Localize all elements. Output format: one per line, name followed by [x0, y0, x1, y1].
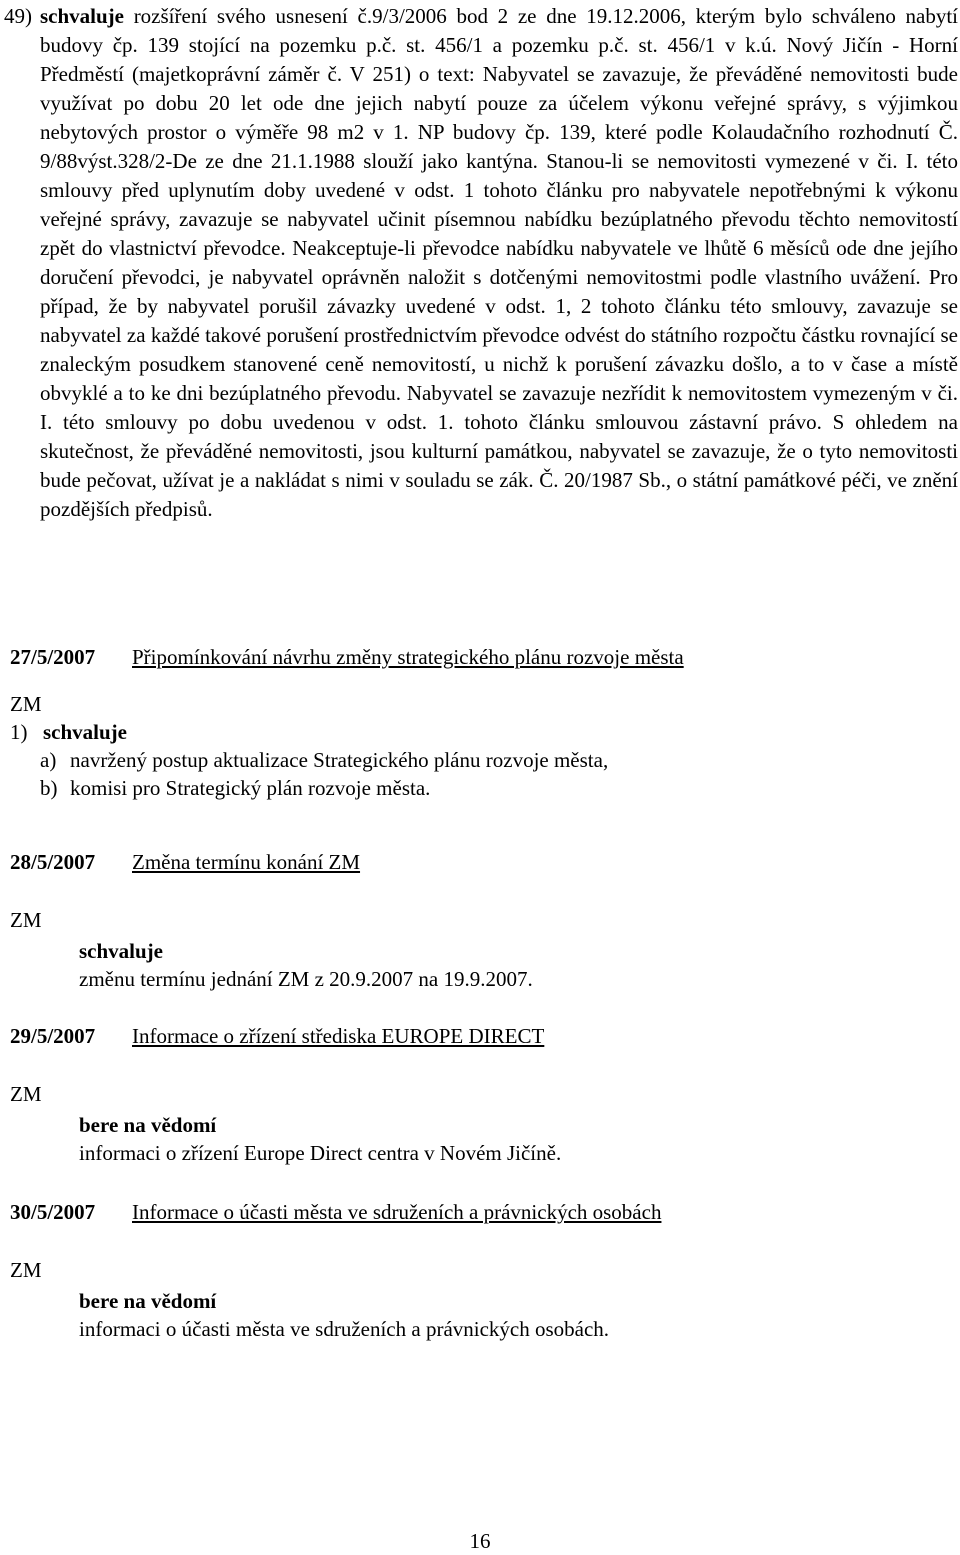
council-label: ZM [10, 692, 42, 716]
resolution-heading [10, 1022, 950, 1050]
resolution-28 [10, 848, 950, 993]
resolution-text: informaci o zřízení Europe Direct centra v Novém Jičíně. [79, 1141, 562, 1165]
resolution-29 [10, 1022, 950, 1167]
resolution-text: změnu termínu jednání ZM z 20.9.2007 na 19.9.2007. [79, 967, 533, 991]
list-item-text: navržený postup aktualizace Strategického plánu rozvoje města, [70, 748, 609, 772]
council-label: ZM [10, 908, 42, 932]
list-item [40, 774, 950, 802]
resolution-verb: schvaluje [43, 720, 127, 744]
council-label: ZM [10, 1258, 42, 1282]
resolution-verb: schvaluje [79, 939, 163, 963]
resolution-verb: bere na vědomí [79, 1113, 217, 1137]
resolution-number: 28/5/2007 [10, 850, 96, 874]
resolution-heading [10, 643, 950, 671]
resolution-item-49 [4, 2, 958, 524]
resolution-title: Připomínkování návrhu změny strategického plánu rozvoje města [132, 645, 684, 669]
resolution-number: 29/5/2007 [10, 1024, 96, 1048]
item-49-paragraph [40, 2, 958, 524]
resolution-number: 30/5/2007 [10, 1200, 96, 1224]
sub-point-number: 1) [10, 720, 28, 744]
council-label: ZM [10, 1082, 42, 1106]
list-item-label: a) [40, 748, 57, 772]
list-item-label: b) [40, 776, 58, 800]
item-49-verb: schvaluje [40, 4, 124, 28]
resolution-number: 27/5/2007 [10, 645, 96, 669]
list-item-text: komisi pro Strategický plán rozvoje města. [70, 776, 431, 800]
resolution-title: Změna termínu konání ZM [132, 850, 361, 874]
resolution-30 [10, 1198, 950, 1343]
resolution-text: informaci o účasti města ve sdruženích a právnických osobách. [79, 1317, 610, 1341]
page-number: 16 [469, 1529, 491, 1553]
resolution-heading [10, 1198, 950, 1226]
list-item [40, 746, 950, 774]
item-number: 49) [4, 4, 32, 28]
sub-point [10, 718, 950, 746]
resolution-title: Informace o účasti města ve sdruženích a právnických osobách [132, 1200, 662, 1224]
item-49-text: rozšíření svého usnesení č.9/3/2006 bod 2 ze dne 19.12.2006, kterým bylo schváleno nabytí budovy čp. 139 stojící na pozemku p.č. st. 456/1 a pozemku p.č. st. 456/1 v k.ú. Nový Jičín - Horní Předměstí (majetkoprávní záměr č. V 251) o text: Nabyvatel se zavazuje, že převáděné nemovitosti bude využívat po dobu 20 let ode dne jejich nabytí pouze za účelem výkonu veřejné správy, s výjimkou nebytových prostor o výměře 98 m2 v 1. NP budovy čp. 139, které podle Kolaudačního rozhodnutí Č. 9/88výst.328/2-De ze dne 21.1.1988 slouží jako kantýna. Stanou-li se nemovitosti vymezené v či. I. této smlouvy před uplynutím doby uvedené v odst. 1 tohoto článku pro nabyvatele nepotřebnými k výkonu veřejné správy, zavazuje se nabyvatel učinit písemnou nabídku bezúplatného převodu těchto nemovitostí zpět do vlastnictví převodce. Neakceptuje-li převodce nabídku nabyvatele ve lhůtě 6 měsíců ode dne jejího doručení převodci, je nabyvatel oprávněn naložit s dotčenými nemovitostmi podle vlastního uvážení. Pro případ, že by nabyvatel porušil závazky uvedené v odst. 1, 2 tohoto článku této smlouvy, zavazuje se nabyvatel za každé takové porušení prostřednictvím převodce odvést do státního rozpočtu částku rovnající se znaleckým posudkem stanovené ceně nemovitostí, u nichž k porušení závazku došlo, a to v čase a místě obvyklé a to ke dni bezúplatného převodu. Nabyvatel se zavazuje nezřídit k nemovitostem vymezeným v či. I. této smlouvy po dobu uvedenou v odst. 1. tohoto článku smlouvou zástavní právo. S ohledem na skutečnost, že převáděné nemovitosti, jsou kulturní památkou, nabyvatel se zavazuje, že o tyto nemovitosti bude pečovat, užívat je a nakládat s nimi v souladu se zák. Č. 20/1987 Sb., o státní památkové péči, ve znění pozdějších předpisů. [40, 4, 958, 521]
resolution-heading [10, 848, 950, 876]
resolution-title: Informace o zřízení střediska EUROPE DIRECT [132, 1024, 545, 1048]
resolution-27 [10, 643, 950, 802]
resolution-verb: bere na vědomí [79, 1289, 217, 1313]
